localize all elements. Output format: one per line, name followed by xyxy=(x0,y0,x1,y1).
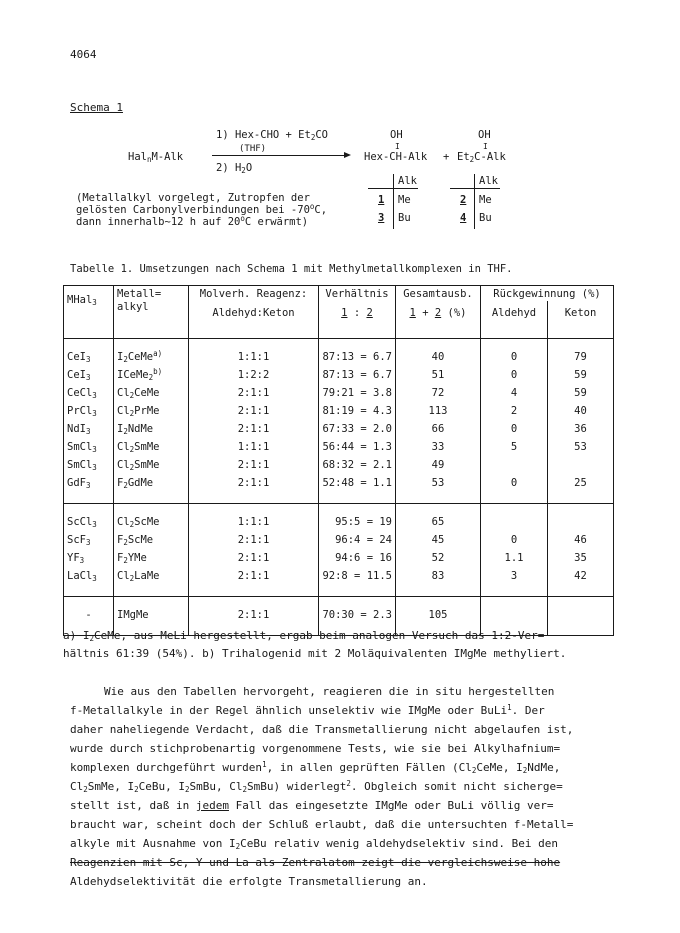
solvent-label: (THF) xyxy=(239,144,267,154)
cell-metallalkyl: $Cl_2ScMe$ xyxy=(114,514,189,532)
paragraph-line-11: Aldehydselektivität die erfolgte Transmetallierung an. xyxy=(70,875,428,888)
cell-metallalkyl: $F_2GdMe$ xyxy=(114,475,189,493)
cell-aldehyd xyxy=(481,457,548,475)
header-ratio-1-2: 1 : 2 xyxy=(319,301,396,320)
plus-sign: + xyxy=(443,151,450,163)
oh-label-2: OH xyxy=(478,129,491,141)
header-gesamtausb: Gesamtausb. xyxy=(396,286,481,302)
cell-aldehyd xyxy=(481,607,548,625)
paragraph-line-6: $Cl_2SmMe$, $I_2CeBu$, $I_2SmBu$, $Cl_2SmBu$) widerlegt$^2$. Obgleich somit nicht sicherge= xyxy=(70,779,563,794)
cell-ratio: 95:5 = 19 xyxy=(319,514,396,532)
cell-mhal: CeI$_3$ xyxy=(64,349,114,367)
table-row xyxy=(64,367,614,385)
cell-aldehyd: 0 xyxy=(481,349,548,367)
table-row xyxy=(64,385,614,403)
table-group-2 xyxy=(64,503,614,596)
results-table xyxy=(63,285,614,636)
header-aldehyd-keton: Aldehyd:Keton xyxy=(189,301,319,320)
conditions-line-2: gelösten Carbonylverbindungen bei -70$^o$C, xyxy=(76,202,328,216)
cell-metallalkyl: $F_2YMe$ xyxy=(114,550,189,568)
product-1: Hex-CH-Alk xyxy=(364,151,428,163)
product-table-divider-1 xyxy=(393,174,394,229)
cell-yield: 53 xyxy=(396,475,481,493)
footnote-line-2: hältnis 61:39 (54%). b) Trihalogenid mit 2 Moläquivalenten IMgMe methyliert. xyxy=(63,647,567,660)
cell-metallalkyl: $I_2NdMe$ xyxy=(114,421,189,439)
paragraph-line-8: braucht war, scheint doch der Schluß erlaubt, daß die untersuchten f-Metall= xyxy=(70,818,574,831)
cell-mhal: CeCl$_3$ xyxy=(64,385,114,403)
cell-aldehyd: 3 xyxy=(481,568,548,586)
cell-metallalkyl: ICeMe$_2^{b)}$ xyxy=(114,367,189,385)
cell-mhal: GdF$_3$ xyxy=(64,475,114,493)
cell-molverh: 1:1:1 xyxy=(189,439,319,457)
compound-number-2: 2 xyxy=(460,194,467,206)
cell-yield: 72 xyxy=(396,385,481,403)
arrow-head-icon xyxy=(344,152,351,158)
cell-yield: 51 xyxy=(396,367,481,385)
cell-aldehyd: 5 xyxy=(481,439,548,457)
step2-label: 2) $H_2O$ xyxy=(216,162,253,175)
table-row xyxy=(64,550,614,568)
cell-metallalkyl: $Cl_2PrMe$ xyxy=(114,403,189,421)
cell-metallalkyl: $F_2ScMe$ xyxy=(114,532,189,550)
table-row xyxy=(64,607,614,625)
cell-metallalkyl: $Cl_2SmMe$ xyxy=(114,439,189,457)
header-verhaeltnis: Verhältnis xyxy=(319,286,396,302)
cell-aldehyd: 1.1 xyxy=(481,550,548,568)
header-molverh: Molverh. Reagenz: xyxy=(189,286,319,302)
cell-keton: 59 xyxy=(548,367,614,385)
compound-alk-3: Bu xyxy=(398,212,411,224)
cell-keton: 36 xyxy=(548,421,614,439)
conditions-line-1: (Metallalkyl vorgelegt, Zutropfen der xyxy=(76,192,310,204)
table-row xyxy=(64,475,614,493)
header-rueckgewinnung: Rückgewinnung (%) xyxy=(481,286,614,302)
compound-number-3: 3 xyxy=(378,212,385,224)
cell-keton: 35 xyxy=(548,550,614,568)
cell-molverh: 2:1:1 xyxy=(189,475,319,493)
cell-metallalkyl: $Cl_2LaMe$ xyxy=(114,568,189,586)
cell-keton: 42 xyxy=(548,568,614,586)
cell-keton: 79 xyxy=(548,349,614,367)
compound-alk-2: Me xyxy=(479,194,492,206)
cell-aldehyd: 4 xyxy=(481,385,548,403)
cell-metallalkyl: $Cl_2CeMe$ xyxy=(114,385,189,403)
header-yield-1-plus-2: 1 + 2 (%) xyxy=(396,301,481,320)
reactant: Hal$_n$M-Alk xyxy=(128,151,184,164)
cell-ratio: 70:30 = 2.3 xyxy=(319,607,396,625)
cell-yield: 65 xyxy=(396,514,481,532)
cell-keton: 53 xyxy=(548,439,614,457)
cell-aldehyd: 0 xyxy=(481,421,548,439)
paragraph-line-3: daher naheliegende Verdacht, daß die Transmetallierung nicht abgelaufen ist, xyxy=(70,723,574,736)
table-row xyxy=(64,514,614,532)
schema-heading: Schema 1 xyxy=(70,101,123,114)
cell-molverh: 2:1:1 xyxy=(189,550,319,568)
cell-ratio: 56:44 = 1.3 xyxy=(319,439,396,457)
cell-mhal: - xyxy=(64,607,114,625)
cell-ratio: 67:33 = 2.0 xyxy=(319,421,396,439)
cell-mhal: PrCl$_3$ xyxy=(64,403,114,421)
cell-metallalkyl: $Cl_2SmMe$ xyxy=(114,457,189,475)
table-header-row-1 xyxy=(64,286,614,302)
cell-molverh: 2:1:1 xyxy=(189,568,319,586)
cell-keton: 40 xyxy=(548,403,614,421)
compound-number-4: 4 xyxy=(460,212,467,224)
alk-header-1: Alk xyxy=(398,175,417,187)
footnote-line-1: a) $I_2CeMe$, aus MeLi hergestellt, ergab beim analogen Versuch das 1:2-Ver= xyxy=(63,629,545,643)
page-number: 4064 xyxy=(70,48,97,61)
cell-keton xyxy=(548,514,614,532)
cell-aldehyd: 0 xyxy=(481,367,548,385)
product-2: $Et_2C$-Alk xyxy=(457,151,506,164)
cell-metallalkyl: $I_2CeMe^{a)}$ xyxy=(114,349,189,367)
cell-ratio: 79:21 = 3.8 xyxy=(319,385,396,403)
compound-alk-1: Me xyxy=(398,194,411,206)
cell-yield: 83 xyxy=(396,568,481,586)
conditions-line-3: dann innerhalb~12 h auf 20$^o$C erwärmt) xyxy=(76,214,309,228)
alk-header-2: Alk xyxy=(479,175,498,187)
product-table-divider-2 xyxy=(474,174,475,229)
cell-ratio: 52:48 = 1.1 xyxy=(319,475,396,493)
cell-keton: 46 xyxy=(548,532,614,550)
header-mhal: MHal$_3$ xyxy=(64,286,114,321)
cell-molverh: 2:1:1 xyxy=(189,607,319,625)
paragraph-line-7: stellt ist, daß in jedem Fall das eingesetzte IMgMe oder BuLi völlig ver= xyxy=(70,799,554,812)
cell-molverh: 2:1:1 xyxy=(189,532,319,550)
cell-mhal: SmCl$_3$ xyxy=(64,439,114,457)
paragraph-line-10: Reagenzien mit Sc, Y und La als Zentralatom zeigt die vergleichsweise hohe xyxy=(70,856,561,869)
table-row xyxy=(64,532,614,550)
table-row xyxy=(64,421,614,439)
cell-yield: 113 xyxy=(396,403,481,421)
cell-ratio: 96:4 = 24 xyxy=(319,532,396,550)
cell-yield: 105 xyxy=(396,607,481,625)
oh-label-1: OH xyxy=(390,129,403,141)
cell-yield: 33 xyxy=(396,439,481,457)
table-row xyxy=(64,349,614,367)
table-row xyxy=(64,457,614,475)
header-spacer xyxy=(64,320,614,338)
cell-ratio: 94:6 = 16 xyxy=(319,550,396,568)
cell-mhal: ScCl$_3$ xyxy=(64,514,114,532)
cell-ratio: 87:13 = 6.7 xyxy=(319,367,396,385)
cell-molverh: 2:1:1 xyxy=(189,403,319,421)
cell-yield: 52 xyxy=(396,550,481,568)
cell-aldehyd: 2 xyxy=(481,403,548,421)
paragraph-line-9: alkyle mit Ausnahme von $I_2CeBu$ relativ wenig aldehydselektiv sind. Bei den xyxy=(70,837,558,851)
cell-molverh: 2:1:1 xyxy=(189,385,319,403)
table-row xyxy=(64,439,614,457)
bond-2: I xyxy=(483,142,488,151)
step1-label: 1) $Hex-CHO + Et_2CO$ xyxy=(216,129,328,142)
bond-1: I xyxy=(395,142,400,151)
cell-aldehyd: 0 xyxy=(481,532,548,550)
cell-molverh: 1:2:2 xyxy=(189,367,319,385)
cell-mhal: NdI$_3$ xyxy=(64,421,114,439)
cell-molverh: 1:1:1 xyxy=(189,349,319,367)
cell-keton xyxy=(548,607,614,625)
compound-number-1: 1 xyxy=(378,194,385,206)
paragraph-line-2: f-Metallalkyle in der Regel ähnlich unselektiv wie IMgMe oder BuLi$^1$. Der xyxy=(70,703,545,717)
cell-ratio: 87:13 = 6.7 xyxy=(319,349,396,367)
cell-molverh: 2:1:1 xyxy=(189,421,319,439)
cell-metallalkyl: IMgMe xyxy=(114,607,189,625)
cell-molverh: 2:1:1 xyxy=(189,457,319,475)
header-metallalkyl: Metall= alkyl xyxy=(114,286,189,321)
paragraph-line-5: komplexen durchgeführt wurden$^1$, in allen geprüften Fällen ($Cl_2CeMe$, $I_2NdMe$, xyxy=(70,760,561,775)
cell-ratio: 92:8 = 11.5 xyxy=(319,568,396,586)
table-caption: Tabelle 1. Umsetzungen nach Schema 1 mit Methylmetallkomplexen in THF. xyxy=(70,263,513,275)
table-group-1 xyxy=(64,338,614,503)
cell-keton: 59 xyxy=(548,385,614,403)
cell-mhal: SmCl$_3$ xyxy=(64,457,114,475)
cell-keton xyxy=(548,457,614,475)
table-row xyxy=(64,568,614,586)
cell-mhal: $YF_3$ xyxy=(64,550,114,568)
cell-mhal: CeI$_3$ xyxy=(64,367,114,385)
compound-alk-4: Bu xyxy=(479,212,492,224)
cell-aldehyd xyxy=(481,514,548,532)
paragraph-line-4: wurde durch stichprobenartig vorgenommene Tests, wie sie bei Alkylhafnium= xyxy=(70,742,561,755)
header-keton: Keton xyxy=(548,301,614,320)
cell-ratio: 81:19 = 4.3 xyxy=(319,403,396,421)
product-table-rule-2 xyxy=(450,188,500,189)
cell-keton: 25 xyxy=(548,475,614,493)
cell-ratio: 68:32 = 2.1 xyxy=(319,457,396,475)
cell-yield: 40 xyxy=(396,349,481,367)
cell-yield: 49 xyxy=(396,457,481,475)
cell-mhal: ScF$_3$ xyxy=(64,532,114,550)
header-aldehyd: Aldehyd xyxy=(481,301,548,320)
cell-yield: 45 xyxy=(396,532,481,550)
cell-molverh: 1:1:1 xyxy=(189,514,319,532)
reaction-arrow xyxy=(212,155,346,156)
cell-yield: 66 xyxy=(396,421,481,439)
cell-aldehyd: 0 xyxy=(481,475,548,493)
table-row xyxy=(64,403,614,421)
cell-mhal: LaCl$_3$ xyxy=(64,568,114,586)
paragraph-line-1: Wie aus den Tabellen hervorgeht, reagieren die in situ hergestellten xyxy=(104,685,555,698)
